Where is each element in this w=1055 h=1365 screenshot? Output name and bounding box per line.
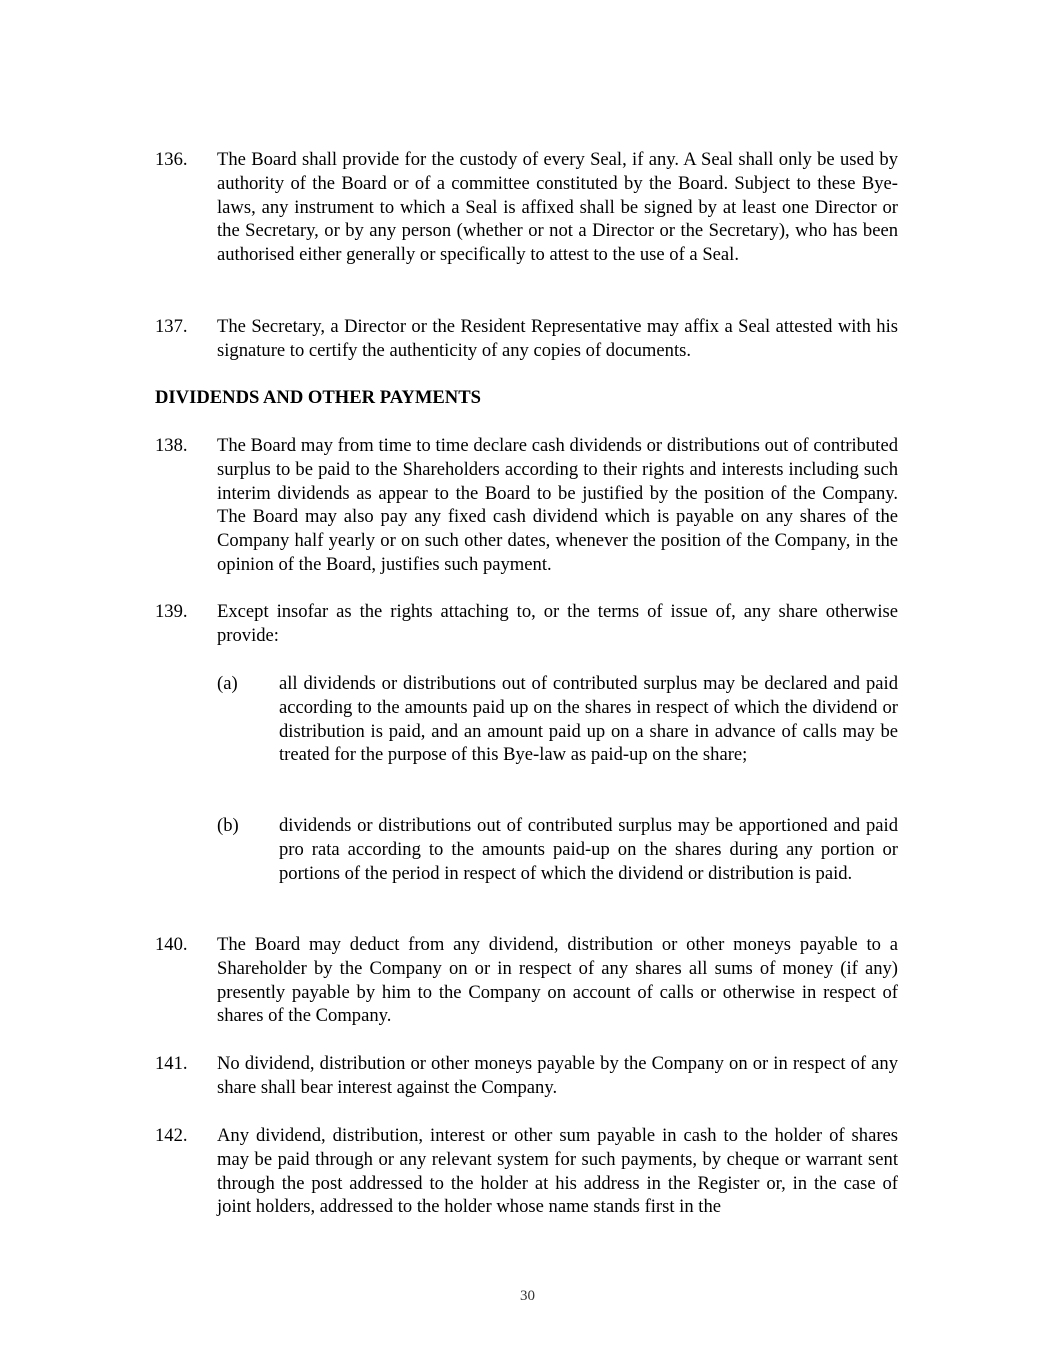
bye-law-138 — [155, 434, 898, 577]
subsection-text: all dividends or distributions out of contributed surplus may be declared and paid according to the amounts paid up on the shares in respect of which the dividend or distribution is paid, and an amount paid up on a share in advance of calls may be treated for the purpose of this Bye-law as paid-up on the share; — [279, 673, 898, 766]
section-text: Any dividend, distribution, interest or other sum payable in cash to the holder of shares may be paid through or any relevant system for such payments, by cheque or warrant sent through the post addressed to the holder at his address in the Register or, in the case of joint holders, addressed to the holder whose name stands first in the — [217, 1125, 898, 1218]
section-text: Except insofar as the rights attaching to, or the terms of issue of, any share otherwise provide: — [217, 601, 898, 646]
bye-law-140 — [155, 933, 898, 1028]
subsection-label: (b) — [217, 815, 239, 836]
bye-law-141 — [155, 1052, 898, 1100]
section-text: The Board shall provide for the custody of every Seal, if any. A Seal shall only be used by authority of the Board or of a committee constituted by the Board. Subject to these Bye-laws, any instrument to which a Seal is affixed shall be signed by at least one Director or the Secretary, or by any person (whether or not a Director or the Secretary), who has been authorised either generally or specifically to attest to the use of a Seal. — [217, 149, 898, 266]
section-number: 141. — [155, 1053, 188, 1074]
section-text: The Board may deduct from any dividend, distribution or other moneys payable to a Shareholder by the Company on or in respect of any shares all sums of money (if any) presently payable by him to the Company on account of calls or otherwise in respect of shares of the Company. — [217, 934, 898, 1027]
bye-law-137 — [155, 315, 898, 363]
section-heading: DIVIDENDS AND OTHER PAYMENTS — [155, 387, 481, 408]
subsection-label: (a) — [217, 673, 238, 694]
section-text: No dividend, distribution or other moneys payable by the Company on or in respect of any share shall bear interest against the Company. — [217, 1053, 898, 1098]
bye-law-139-a — [217, 672, 898, 767]
bye-law-139 — [155, 600, 898, 648]
section-text: The Board may from time to time declare cash dividends or distributions out of contributed surplus to be paid to the Shareholders according to their rights and interests including such interim dividends as appear to the Board to be justified by the position of the Company. The Board may also pay any fixed cash dividend which is payable on any shares of the Company half yearly or on such other dates, whenever the position of the Company, in the opinion of the Board, justifies such payment. — [217, 435, 898, 575]
section-text: The Secretary, a Director or the Resident Representative may affix a Seal attested with his signature to certify the authenticity of any copies of documents. — [217, 316, 898, 361]
section-number: 139. — [155, 601, 188, 622]
subsection-text: dividends or distributions out of contributed surplus may be apportioned and paid pro rata according to the amounts paid-up on the shares during any portion or portions of the period in respect of which the dividend or distribution is paid. — [279, 815, 898, 884]
section-number: 140. — [155, 934, 188, 955]
bye-law-139-b — [217, 814, 898, 885]
page-number: 30 — [520, 1288, 535, 1304]
section-number: 142. — [155, 1125, 188, 1146]
section-number: 137. — [155, 316, 188, 337]
section-number: 138. — [155, 435, 188, 456]
bye-law-136 — [155, 148, 898, 267]
bye-law-142 — [155, 1124, 898, 1219]
section-number: 136. — [155, 149, 188, 170]
